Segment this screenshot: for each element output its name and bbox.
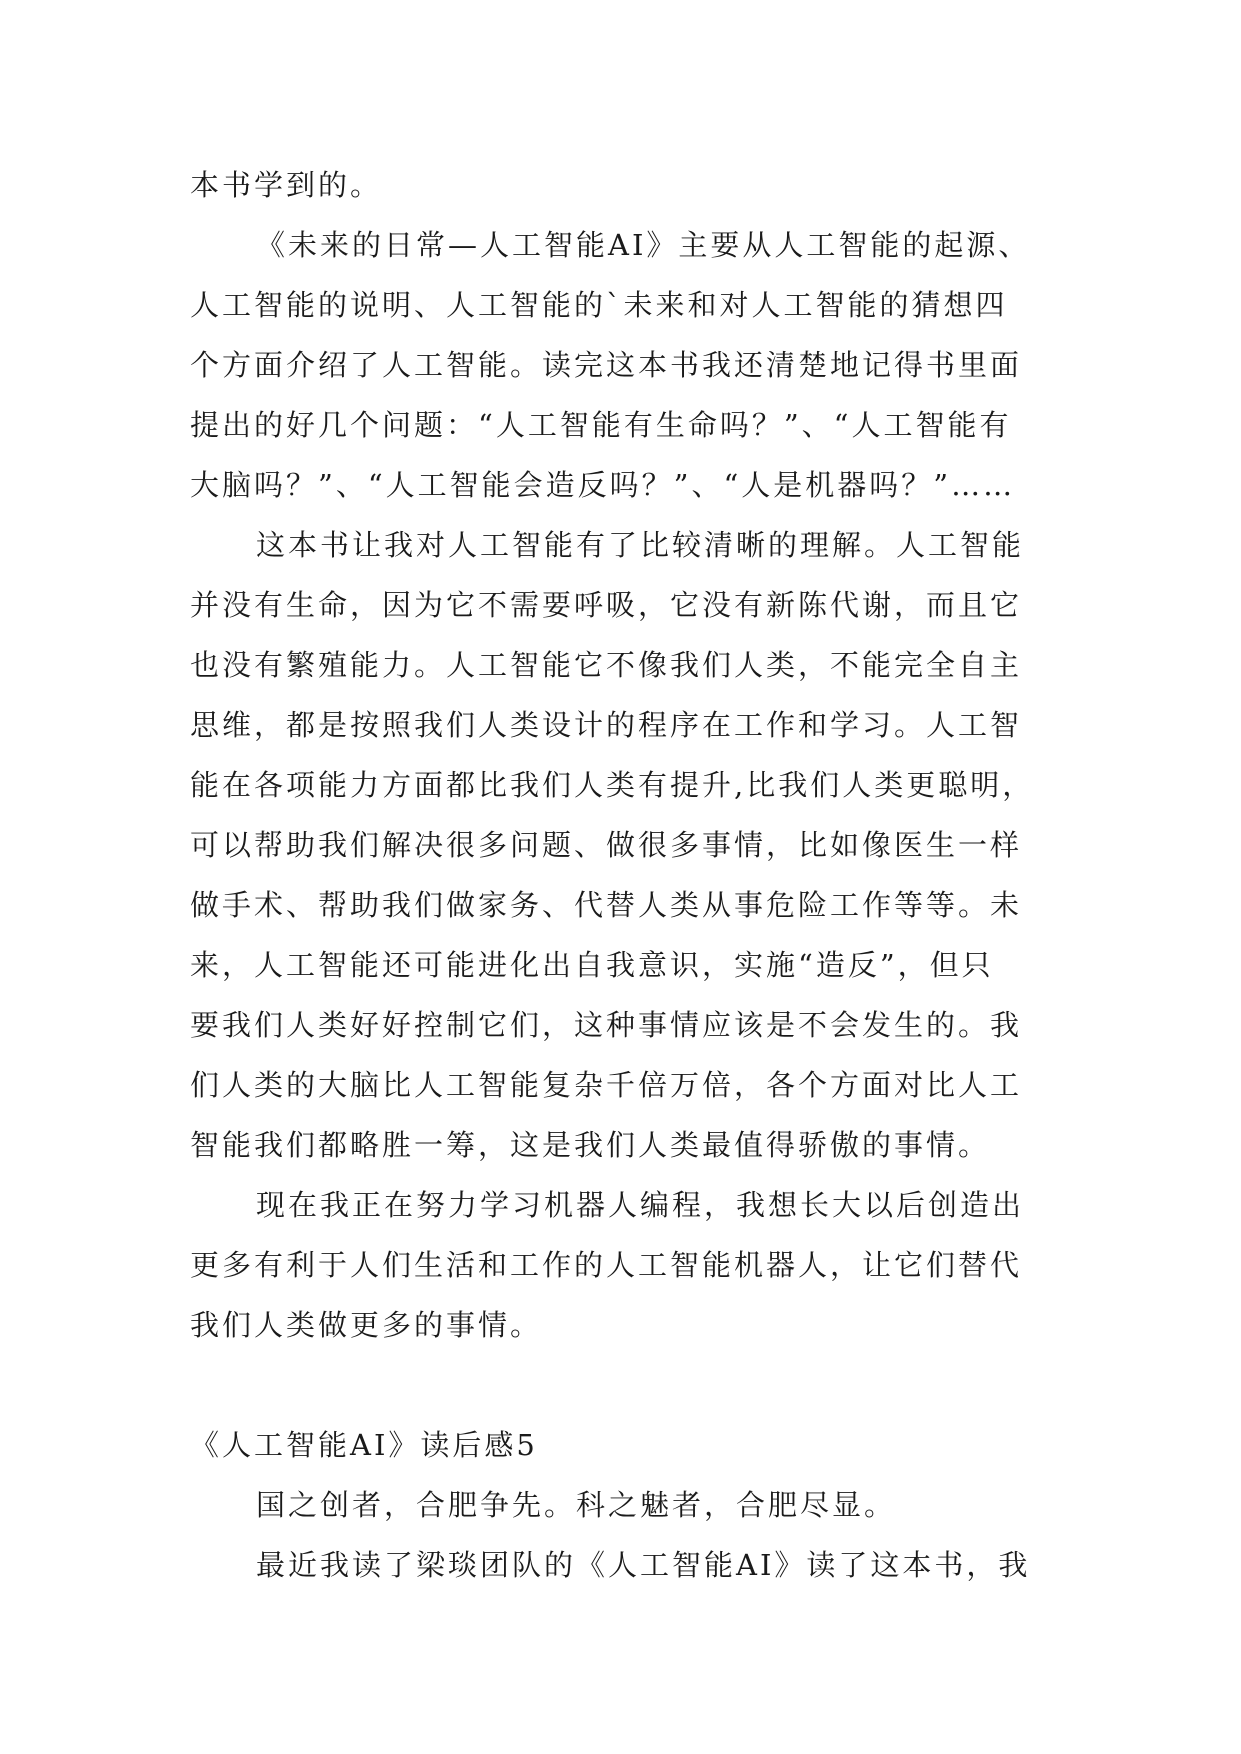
text-line: 我们人类做更多的事情。: [190, 1308, 543, 1342]
text-line: 来，人工智能还可能进化出自我意识，实施“造反”，但只: [190, 948, 994, 982]
text-line: 《未来的日常—人工智能AI》主要从人工智能的起源、: [256, 228, 1031, 262]
text-line: 大脑吗？”、“人工智能会造反吗？”、“人是机器吗？”……: [190, 468, 1016, 502]
text-line: 智能我们都略胜一筹，这是我们人类最值得骄傲的事情。: [190, 1128, 991, 1162]
text-line: 能在各项能力方面都比我们人类有提升,比我们人类更聪明，: [190, 768, 1035, 802]
text-line: 国之创者，合肥争先。科之魅者，合肥尽显。: [256, 1488, 897, 1522]
text-line: 做手术、帮助我们做家务、代替人类从事危险工作等等。未: [190, 888, 1023, 922]
text-line: 也没有繁殖能力。人工智能它不像我们人类，不能完全自主: [190, 648, 1023, 682]
text-line: 们人类的大脑比人工智能复杂千倍万倍，各个方面对比人工: [190, 1068, 1023, 1102]
text-line: 个方面介绍了人工智能。读完这本书我还清楚地记得书里面: [190, 348, 1023, 382]
text-line: 提出的好几个问题：“人工智能有生命吗？”、“人工智能有: [190, 408, 1012, 442]
text-line: 更多有利于人们生活和工作的人工智能机器人，让它们替代: [190, 1248, 1023, 1282]
text-line: 最近我读了梁琰团队的《人工智能AI》读了这本书，我: [256, 1548, 1031, 1582]
text-line: 本书学到的。: [190, 168, 383, 202]
text-line: 思维，都是按照我们人类设计的程序在工作和学习。人工智: [190, 708, 1023, 742]
document-page: [190, 155, 1050, 1595]
text-line: 要我们人类好好控制它们，这种事情应该是不会发生的。我: [190, 1008, 1023, 1042]
text-line: 并没有生命，因为它不需要呼吸，它没有新陈代谢，而且它: [190, 588, 1023, 622]
text-line: 人工智能的说明、人工智能的`未来和对人工智能的猜想四: [190, 288, 1008, 322]
text-line: 可以帮助我们解决很多问题、做很多事情，比如像医生一样: [190, 828, 1023, 862]
text-line: 现在我正在努力学习机器人编程，我想长大以后创造出: [256, 1188, 1025, 1222]
text-line: 这本书让我对人工智能有了比较清晰的理解。人工智能: [256, 528, 1025, 562]
section-heading: 《人工智能AI》读后感5: [190, 1428, 538, 1462]
